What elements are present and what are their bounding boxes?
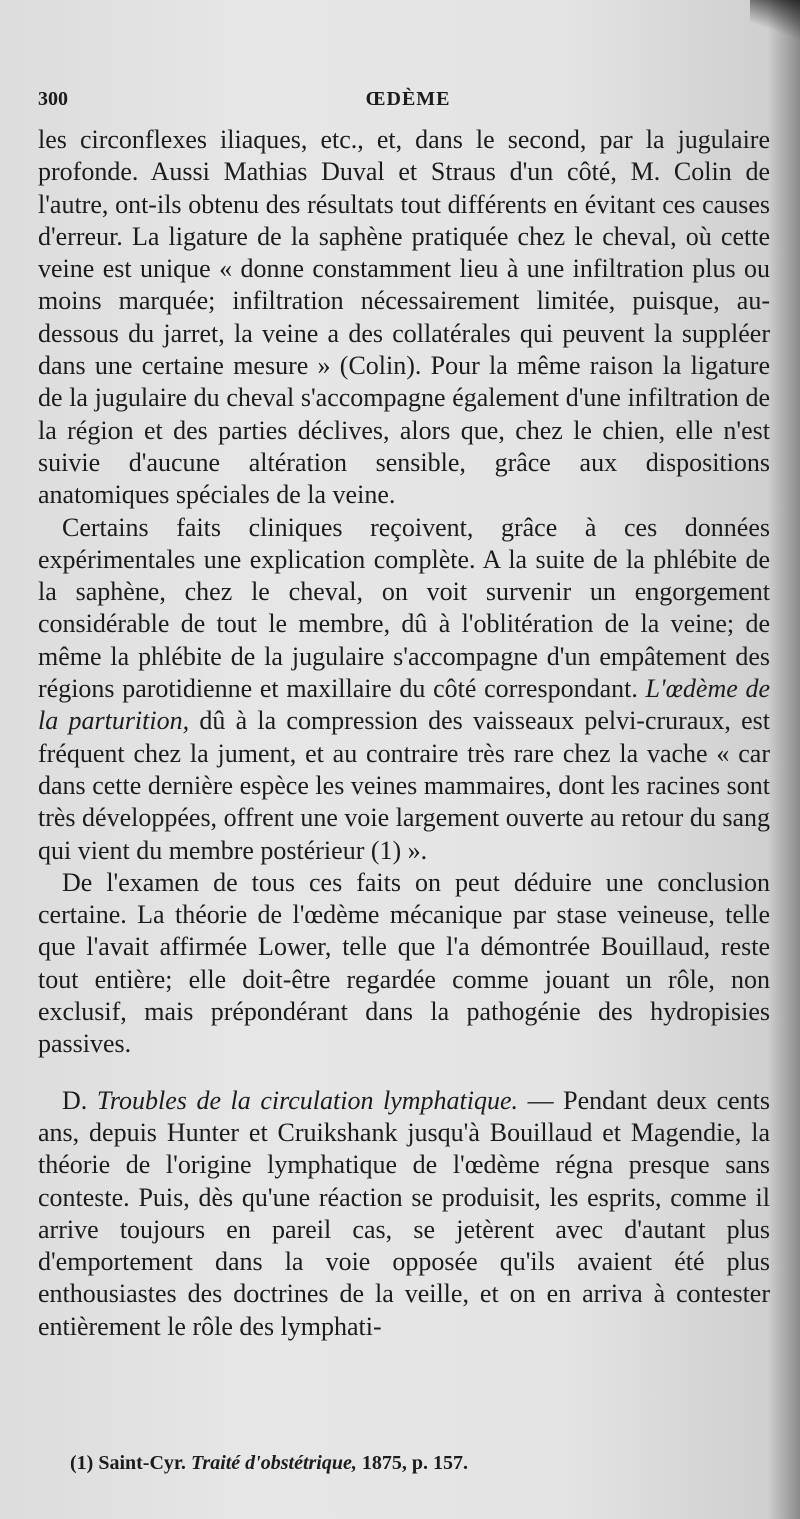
section-d-paragraph: [38, 1085, 770, 1343]
paragraph-2-text-b: dû à la compression des vaisseaux pelvi-cruraux, est fréquent chez la jument, et au contraire très rare chez la vache « car dans cette dernière espèce les veines mammaires, dont les racines sont très développées, offrent une voie largement ouverte au retour du sang qui vient du membre postérieur (1) ».: [38, 706, 770, 865]
page-edge-shadow: [750, 0, 800, 40]
paragraph-1: les circonflexes iliaques, etc., et, dans le second, par la jugulaire profonde. Aussi Mathias Duval et Straus d'un côté, M. Colin de l'autre, ont-ils obtenu des résultats tout différents en évitant ces causes d'erreur. La ligature de la saphène pratiquée chez le cheval, où cette veine est unique « donne constamment lieu à une infiltration plus ou moins marquée; infiltration nécessairement limitée, puisque, au-dessous du jarret, la veine a des collatérales qui peuvent la suppléer dans une certaine mesure » (Colin). Pour la même raison la ligature de la jugulaire du cheval s'accompagne également d'une infiltration de la région et des parties déclives, alors que, chez le chien, elle n'est suivie d'aucune altération sensible, grâce aux dispositions anatomiques spéciales de la veine.: [38, 125, 770, 510]
page-header: [38, 88, 778, 116]
section-title: Troubles de la circulation lymphatique.: [96, 1085, 519, 1115]
paragraph-2-italic: L'œdème de la parturition,: [38, 674, 770, 736]
section-d-text: — Pendant deux cents ans, depuis Hunter et Cruikshank jusqu'à Bouillaud et Magendie, la théorie de l'origine lymphatique de l'œdème régna presque sans conteste. Puis, dès qu'une réaction se produisit, les esprits, comme il arrive toujours en pareil cas, se jetèrent avec d'autant plus d'emportement dans la voie opposée qu'ils avaient été plus enthousiastes des doctrines de la veille, et on en arriva à contester entièrement le rôle des lymphati-: [38, 1085, 771, 1341]
footnote: [70, 1452, 770, 1475]
body-text: [38, 124, 770, 1343]
running-head: ŒDÈME: [365, 88, 451, 110]
section-letter: D.: [62, 1085, 88, 1115]
footnote-title: Traité d'obstétrique,: [190, 1452, 357, 1474]
footnote-marker: (1) Saint-Cyr.: [70, 1452, 186, 1474]
paragraph-3: De l'examen de tous ces faits on peut déduire une conclusion certaine. La théorie de l'œdème mécanique par stase veineuse, telle que l'avait affirmée Lower, telle que l'a démontrée Bouillaud, reste tout entière; elle doit-être regardée comme jouant un rôle, non exclusif, mais prépondérant dans la pathogénie des hydropisies passives.: [38, 867, 770, 1059]
paragraph-2-text-a: Certains faits cliniques reçoivent, grâce à ces données expérimentales une explication complète. A la suite de la phlébite de la saphène, chez le cheval, on voit survenir un engorgement considérable de tout le membre, dû à l'oblitération de la veine; de même la phlébite de la jugulaire s'accompagne d'un empâtement des régions parotidienne et maxillaire du côté correspondant.: [38, 512, 770, 704]
paragraph-2: [38, 512, 770, 867]
page-number: 300: [38, 88, 68, 110]
footnote-details: 1875, p. 157.: [361, 1452, 468, 1474]
